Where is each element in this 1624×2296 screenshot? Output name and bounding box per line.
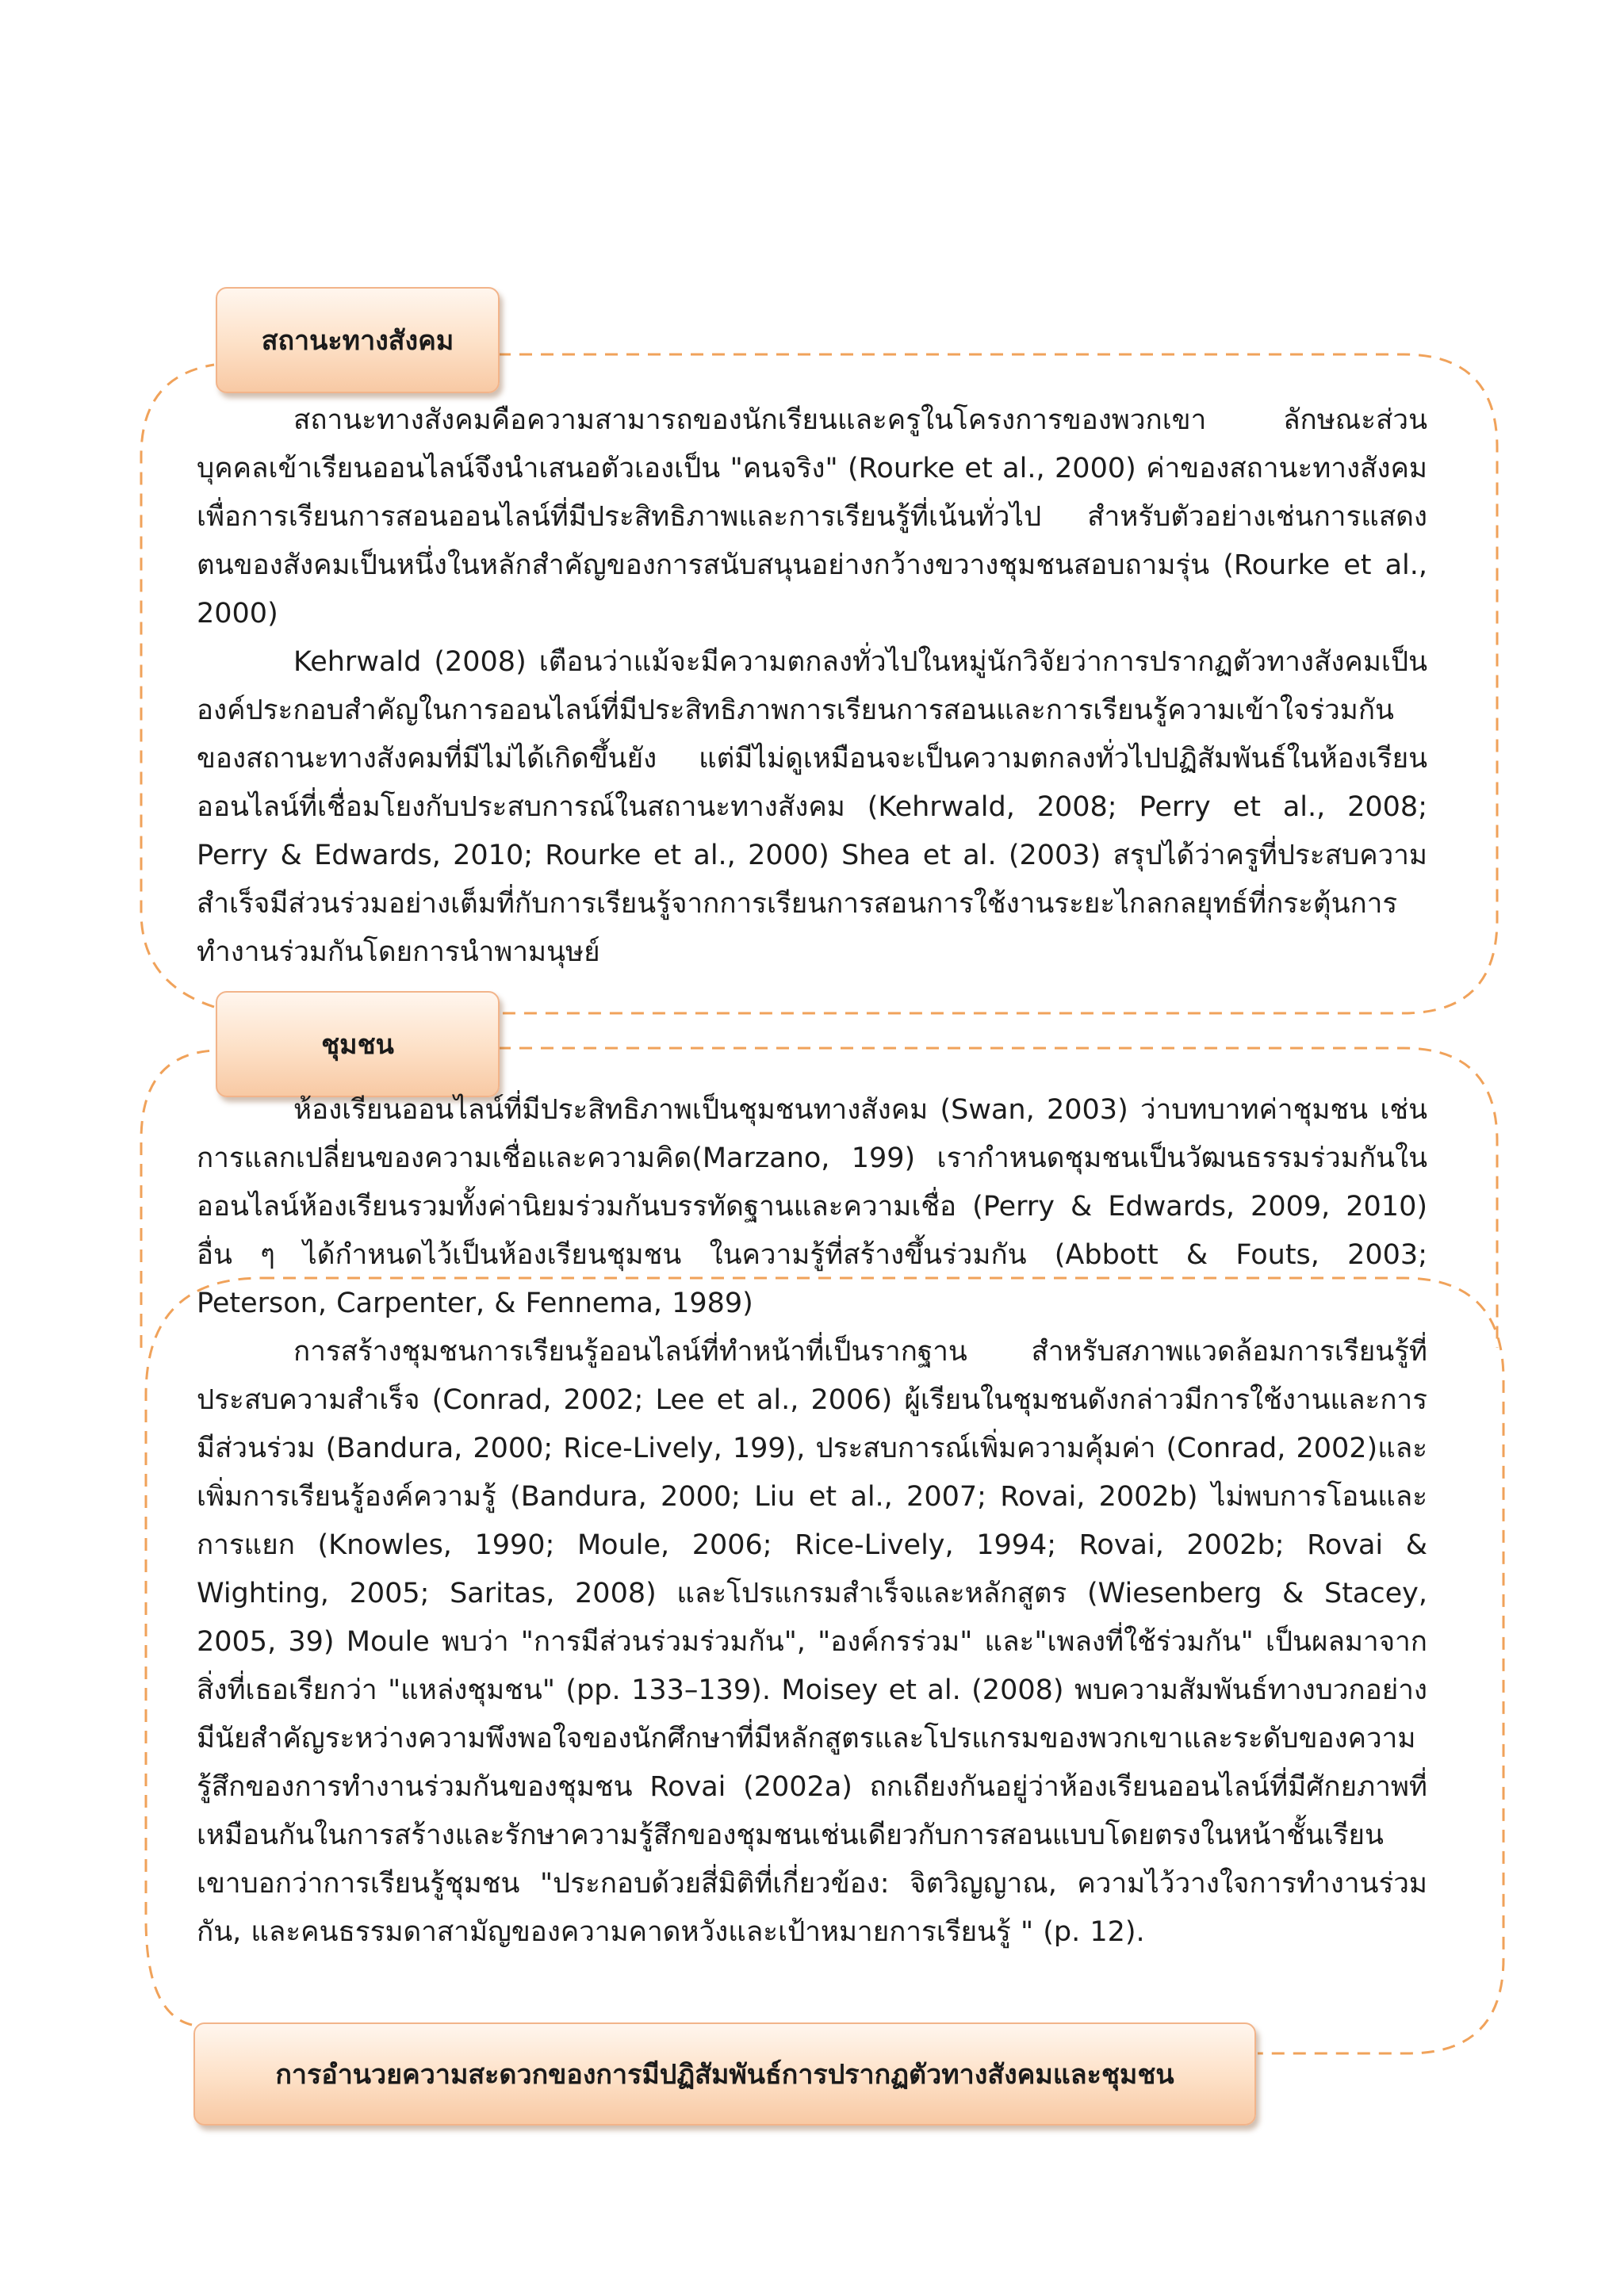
section-body-social-presence: [197, 396, 1427, 977]
section-title-text: สถานะทางสังคม: [261, 325, 454, 357]
paragraph: สถานะทางสังคมคือความสามารถของนักเรียนและครูในโครงการของพวกเขา ลักษณะส่วนบุคคลเข้าเรียนออนไลน์จึงนำเสนอตัวเองเป็น "คนจริง" (Rourke et al., 2000) ค่าของสถานะทางสังคมเพื่อการเรียนการสอนออนไลน์ที่มีประสิทธิภาพและการเรียนรู้ที่เน้นทั่วไป สำหรับตัวอย่างเช่นการแสดงตนของสังคมเป็นหนึ่งในหลักสำคัญของการสนับสนุนอย่างกว้างขวางชุมชนสอบถามรุ่น (Rourke et al., 2000): [197, 404, 1427, 629]
paragraph: การสร้างชุมชนการเรียนรู้ออนไลน์ที่ทำหน้าที่เป็นรากฐาน สำหรับสภาพแวดล้อมการเรียนรู้ที่ประสบความสำเร็จ (Conrad, 2002; Lee et al., 2006) ผู้เรียนในชุมชนดังกล่าวมีการใช้งานและการมีส่วนร่วม (Bandura, 2000; Rice-Lively, 199), ประสบการณ์เพิ่มความคุ้มค่า (Conrad, 2002)และเพิ่มการเรียนรู้องค์ความรู้ (Bandura, 2000; Liu et al., 2007; Rovai, 2002b) ไม่พบการโอนและการแยก (Knowles, 1990; Moule, 2006; Rice-Lively, 1994; Rovai, 2002b; Rovai & Wighting, 2005; Saritas, 2008) และโปรแกรมสำเร็จและหลักสูตร (Wiesenberg & Stacey, 2005, 39) Moule พบว่า "การมีส่วนร่วมร่วมกัน", "องค์กรร่วม" และ"เพลงที่ใช้ร่วมกัน" เป็นผลมาจากสิ่งที่เธอเรียกว่า "แหล่งชุมชน" (pp. 133–139). Moisey et al. (2008) พบความสัมพันธ์ทางบวกอย่างมีนัยสำคัญระหว่างความพึงพอใจของนักศึกษาที่มีหลักสูตรและโปรแกรมของพวกเขาและระดับของความรู้สึกของการทำงานร่วมกันของชุมชน Rovai (2002a) ถกเถียงกันอยู่ว่าห้องเรียนออนไลน์ที่มีศักยภาพที่เหมือนกันในการสร้างและรักษาความรู้สึกของชุมชนเช่นเดียวกับการสอนแบบโดยตรงในหน้าชั้นเรียน เขาบอกว่าการเรียนรู้ชุมชน "ประกอบด้วยสี่มิติที่เกี่ยวข้อง: จิตวิญญาณ, ความไว้วางใจการทำงานร่วมกัน, และคนธรรมดาสามัญของความคาดหวังและเป้าหมายการเรียนรู้ " (p. 12).: [197, 1336, 1427, 1948]
paragraph: Kehrwald (2008) เตือนว่าแม้จะมีความตกลงทั่วไปในหมู่นักวิจัยว่าการปรากฏตัวทางสังคมเป็นองค์ประกอบสำคัญในการออนไลน์ที่มีประสิทธิภาพการเรียนการสอนและการเรียนรู้ความเข้าใจร่วมกันของสถานะทางสังคมที่มีไม่ได้เกิดขึ้นยัง แต่มีไม่ดูเหมือนจะเป็นความตกลงทั่วไปปฏิสัมพันธ์ในห้องเรียนออนไลน์ที่เชื่อมโยงกับประสบการณ์ในสถานะทางสังคม (Kehrwald, 2008; Perry et al., 2008; Perry & Edwards, 2010; Rourke et al., 2000) Shea et al. (2003) สรุปได้ว่าครูที่ประสบความสำเร็จมีส่วนร่วมอย่างเต็มที่กับการเรียนรู้จากการเรียนการสอนการใช้งานระยะไกลกลยุทธ์ที่กระตุ้นการทำงานร่วมกันโดยการนำพามนุษย์: [197, 646, 1427, 968]
section-title-social-presence: [216, 287, 500, 393]
section-title-text: ชุมชน: [321, 1029, 394, 1061]
section-title-facilitating-interaction: [193, 2022, 1256, 2126]
paragraph: ห้องเรียนออนไลน์ที่มีประสิทธิภาพเป็นชุมชนทางสังคม (Swan, 2003) ว่าบทบาทค่าชุมชน เช่นการแลกเปลี่ยนของความเชื่อและความคิด(Marzano, 199) เรากำหนดชุมชนเป็นวัฒนธรรมร่วมกันในออนไลน์ห้องเรียนรวมทั้งค่านิยมร่วมกันบรรทัดฐานและความเชื่อ (Perry & Edwards, 2009, 2010) อื่น ๆ ได้กำหนดไว้เป็นห้องเรียนชุมชน ในความรู้ที่สร้างขึ้นร่วมกัน (Abbott & Fouts, 2003; Peterson, Carpenter, & Fennema, 1989): [197, 1094, 1427, 1319]
section-title-community: [216, 991, 500, 1097]
section-body-community: [197, 1086, 1427, 1957]
section-title-text: การอำนวยความสะดวกของการมีปฏิสัมพันธ์การปรากฏตัวทางสังคมและชุมชน: [275, 2059, 1174, 2091]
